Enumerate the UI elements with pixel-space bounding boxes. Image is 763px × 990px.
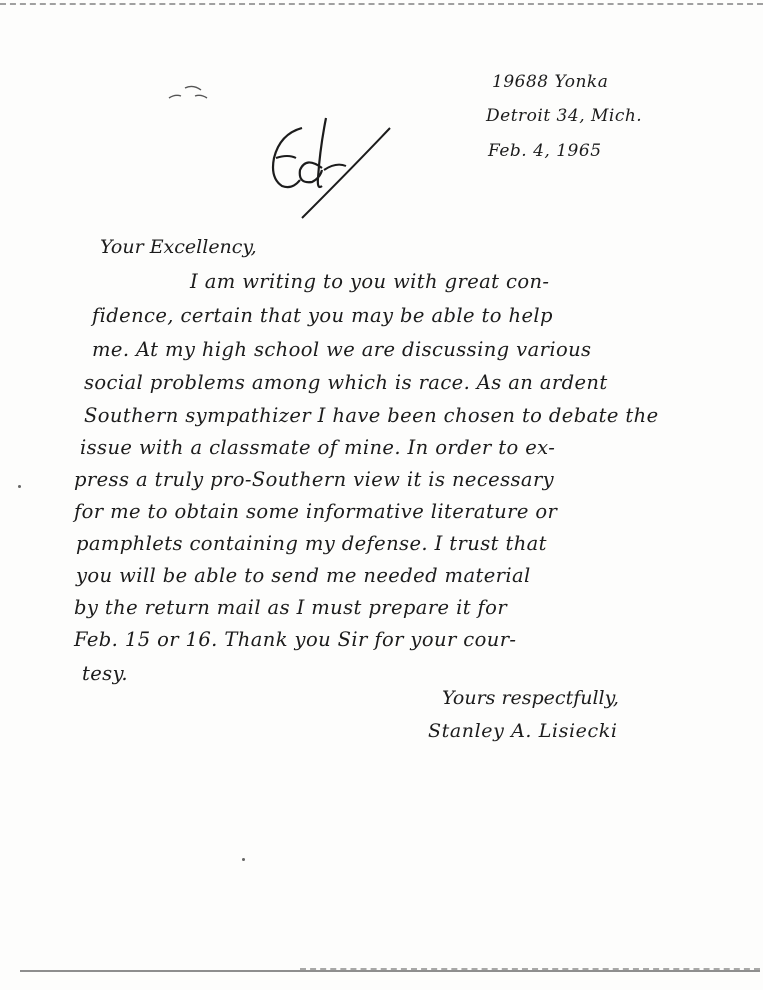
body-line: you will be able to send me needed material	[76, 564, 531, 587]
body-line: pamphlets containing my defense. I trust that	[76, 532, 547, 555]
body-line: I am writing to you with great con-	[190, 270, 550, 293]
signature: Stanley A. Lisiecki	[428, 720, 618, 742]
body-line: press a truly pro-Southern view it is necessary	[74, 468, 555, 491]
body-line: Feb. 15 or 16. Thank you Sir for your cour-	[74, 628, 517, 651]
ed-annotation-mark	[262, 108, 412, 226]
body-line: me. At my high school we are discussing various	[92, 338, 592, 361]
body-line: Southern sympathizer I have been chosen to debate the	[84, 404, 659, 427]
body-line: issue with a classmate of mine. In order to ex-	[80, 436, 556, 459]
body-line: fidence, certain that you may be able to help	[92, 304, 553, 327]
ink-smudge	[165, 80, 213, 104]
scan-speck	[242, 858, 245, 861]
salutation: Your Excellency,	[100, 236, 257, 258]
scan-edge-bottom-dashed	[300, 968, 760, 970]
body-line: social problems among which is race. As an ardent	[84, 371, 608, 394]
body-line: by the return mail as I must prepare it for	[74, 596, 508, 619]
scan-edge-bottom	[20, 970, 760, 972]
address-street: 19688 Yonka	[492, 72, 609, 92]
body-line: tesy.	[82, 662, 129, 685]
address-city: Detroit 34, Mich.	[486, 106, 643, 126]
scan-speck	[18, 485, 21, 488]
body-line: for me to obtain some informative literature or	[74, 500, 558, 523]
closing: Yours respectfully,	[442, 687, 619, 709]
letter-date: Feb. 4, 1965	[488, 141, 602, 161]
scan-edge-top	[0, 3, 763, 5]
